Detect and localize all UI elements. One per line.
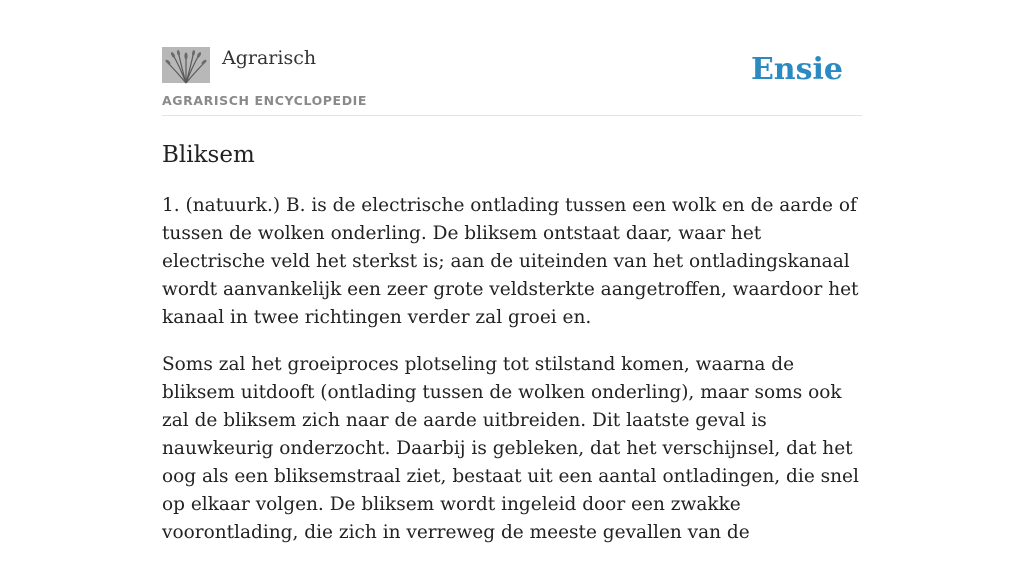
site-name-link[interactable]: Agrarisch <box>222 47 317 69</box>
article-paragraph: 1. (natuurk.) B. is de electrische ontlading tussen een wolk en de aarde of tussen de wolken onderling. De bliksem ontstaat daar, waar het electrische veld het sterkst is; aan de uiteinden van het ontladingskanaal wordt aanvankelijk een zeer grote veldsterkte aangetroffen, waardoor het kanaal in twee richtingen verder zal groei en. <box>162 195 859 328</box>
brand-logo-link[interactable]: Ensie <box>750 52 843 87</box>
article-paragraph: Soms zal het groeiproces plotseling tot stilstand komen, waarna de bliksem uitdooft (ontlading tussen de wolken onderling), maar soms ook zal de bliksem zich naar de aarde uitbreiden. Dit laatste geval is nauwkeurig onderzocht. Daarbij is gebleken, dat het verschijnsel, dat het oog als een bliksemstraal ziet, bestaat uit een aantal ontladingen, die snel op elkaar volgen. De bliksem wordt ingeleid door een zwakke voorontlading, die zich in verreweg de meeste gevallen van de <box>162 354 859 543</box>
site-header <box>162 0 862 116</box>
article-title: Bliksem <box>162 142 255 168</box>
page <box>162 0 862 543</box>
site-subtitle: AGRARISCH ENCYCLOPEDIE <box>162 93 368 108</box>
article-body <box>162 192 866 566</box>
wheat-icon[interactable] <box>162 47 210 83</box>
